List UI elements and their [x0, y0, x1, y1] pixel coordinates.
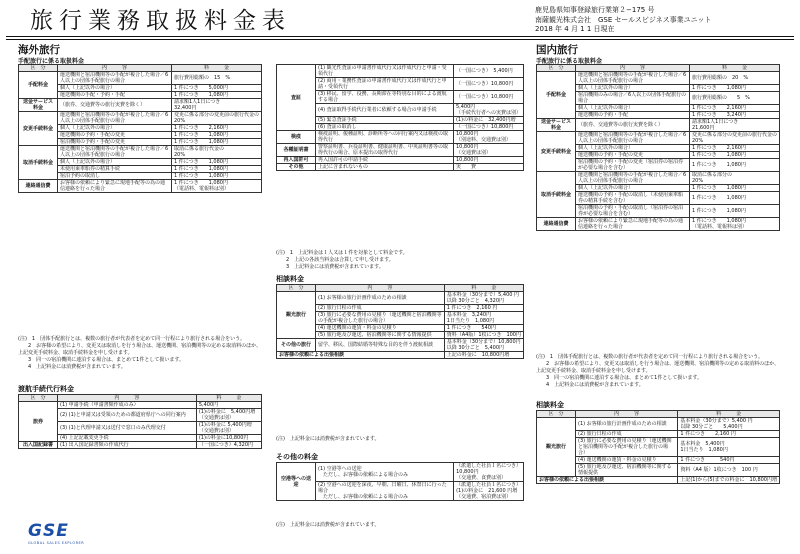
row-category: 連絡通信費	[537, 218, 576, 231]
row-fee: 基本料金（30分まで）10,800円 以降 30分ごと 5,400円	[444, 339, 523, 352]
note-line: 2 お客様の希望により、変更又は取消しを行う場合は、運送機関、宿泊機関等の定める取消料のほか、上記変更手続料金、取消手続料金を申し受けます。	[18, 343, 262, 356]
row-fee: 1 件につき 2,160円	[689, 145, 779, 152]
table-row	[537, 218, 780, 231]
row-content: 運送機関の予約・手配の変更	[576, 152, 690, 159]
row-category: 変更手続料金	[537, 132, 576, 172]
row-content: 個人（上記以外の場合）	[58, 159, 172, 166]
table-row	[19, 72, 262, 85]
row-content: 運送機関と宿泊機関等の手配が複合した場合／6人以上の団体手配旅行の場合	[576, 132, 690, 145]
row-fee: 基本料金 5,400円 1日当たり 1,080円	[678, 438, 780, 457]
row-fee: (1)の料金に10,800円	[196, 435, 261, 442]
domestic-subheading: 手配旅行に係る取扱料金	[536, 58, 603, 65]
row-content: 上記に含まれないもの	[316, 164, 454, 171]
row-category: その他の旅行	[277, 339, 316, 352]
row-category: 手配料金	[537, 72, 576, 119]
note-line: (注) 1 団体手配旅行とは、複数の旅行者が代表者を定めて同一行程により旅行される場合をいう。	[18, 336, 246, 342]
table-row	[19, 402, 262, 409]
row-fee: 1 件につき 1,080円 （電話料、電報料は別）	[689, 218, 779, 231]
row-content: (1) 観光性査証の申請書作成代行又は作成代行と申請・受領代行	[316, 65, 454, 78]
row-content: お客様の依頼により緊急に現地手配等の為の通信連絡を行った場合	[58, 180, 172, 193]
row-content: 再入国許可の申請手続	[316, 157, 454, 164]
visa-fee-table	[276, 64, 524, 171]
overseas-rows	[19, 72, 262, 193]
table-row	[537, 477, 780, 484]
row-category: 連絡通信費	[19, 180, 58, 193]
row-fee: 請求額1人1日につき 32,400円	[171, 99, 261, 112]
row-category: 観光旅行	[537, 418, 576, 477]
row-fee: 取消に係る部分の 20%	[689, 172, 779, 185]
row-fee: 1 件につき 1,080円 （電話料、電報料は別）	[171, 180, 261, 193]
consult-fee-table	[276, 284, 524, 359]
title-rule	[6, 36, 794, 40]
col-category: 区 分	[537, 65, 576, 72]
row-content: (1) お客様の旅行計画作成のための相談	[576, 418, 678, 431]
row-content: 個人（上記以外の場合）	[58, 85, 172, 92]
overseas-notes	[18, 336, 262, 371]
row-category: 手配料金	[19, 72, 58, 99]
row-fee: 1 件につき 2,160 円	[444, 305, 523, 312]
row-content: (2) 旅行日程の作成	[576, 431, 678, 438]
company-name: 南薩観光株式会社 GSE セールスビジネス事業ユニット	[535, 15, 712, 24]
row-content: 警察証明書、兵役証明書、健康証明書、中英証明書等の取得代行の場合、原本提出の取得代行	[316, 144, 454, 157]
row-content: (3) 旅行に必要な費用の見積り（運送機関と宿泊機関等の手配が複合した旅行の場合）	[316, 312, 445, 325]
note-line: 4 上記料金には消費税が含まれています。	[18, 364, 126, 370]
row-category: 空港等への送迎	[277, 463, 316, 501]
page-title: 旅行業務取扱料金表	[30, 8, 291, 34]
row-category: 送金サービス料金	[537, 119, 576, 132]
domestic-notes	[536, 354, 780, 389]
row-fee: 1 件につき 2,160 円	[678, 431, 780, 438]
col-category: 区 分	[19, 65, 58, 72]
row-content: 留学、移民、国際結婚等特殊な目的を伴う渡航相談	[316, 339, 445, 352]
row-fee: 1 件につき 2,160円	[689, 105, 779, 112]
row-fee: 1 件につき 1,080円	[689, 185, 779, 192]
row-fee: 基本料金（30分まで）5,400 円 以降 30分ごと 4,320円	[444, 292, 523, 305]
row-category: 観光旅行	[277, 292, 316, 339]
table-row	[277, 164, 524, 171]
row-fee: 1 件につき 540円	[678, 457, 780, 464]
table-row	[277, 292, 524, 305]
row-fee: 10,800円 （別途料、交通費は別）	[453, 131, 523, 144]
row-content: （旅券、交通費等の旅行実費を除く）	[58, 99, 172, 112]
table-row	[277, 339, 524, 352]
row-content: お客様の依頼により緊急に現地手配等の為の通信連絡を行った場合	[576, 218, 690, 231]
col-content: 内 容	[58, 65, 172, 72]
row-fee: 変更に係る部分の変更前の旅行代金の 20%	[689, 132, 779, 145]
table-row	[19, 442, 262, 449]
row-fee: 旅行費用総額の 15 %	[171, 72, 261, 85]
row-category: 取消手続料金	[19, 146, 58, 180]
row-fee: 旅行費用総額の 5 %	[689, 92, 779, 105]
row-content: 宿泊予約の取消し	[58, 173, 172, 180]
row-fee: （一国につき）4,320円	[196, 442, 261, 449]
domestic-consult-heading: 相談料金	[536, 401, 564, 409]
row-category: 再入国許可	[277, 157, 316, 164]
effective-date: 2018 年 4 月 1 1 日現在	[535, 25, 615, 33]
domestic-consult-rows	[537, 418, 780, 484]
row-category: 各種証明書	[277, 144, 316, 157]
col-fee: 料 金	[444, 285, 523, 292]
gse-logo: GSE GLOBAL SALES EXPLORER	[28, 521, 85, 545]
row-fee: （派遣した社員１名につき） (1)の料金に 21,600 円増 （交通費、宿泊費は別）	[454, 482, 524, 501]
col-content: 内 容	[576, 411, 678, 418]
row-fee: 1 件につき 1,080円	[171, 139, 261, 146]
row-content: (4) 運送機関の運賃・料金の見積り	[316, 325, 445, 332]
row-category: 旅券	[19, 402, 58, 442]
row-content: 運送機関と宿泊機関等の手配が複合した場合／6人以上の団体手配旅行の場合	[58, 146, 172, 159]
row-fee: (1)の料金に 5,400円増 （交通費は別）	[196, 409, 261, 422]
table-row	[277, 463, 524, 482]
row-content: 未使用乗車船券の精算手続	[58, 166, 172, 173]
other-fee-table	[276, 462, 524, 501]
proxy-heading: 渡航手続代行料金	[18, 385, 74, 393]
registration-number: 鹿児島県知事登録旅行業第２−175 号	[535, 6, 655, 14]
proxy-fee-table	[18, 394, 262, 449]
row-fee: 変更に係る部分の変更前の旅行代金の 20%	[171, 112, 261, 125]
row-fee: 請求額1人1日につき 21,600円	[689, 119, 779, 132]
row-content: 運送機関の予約・手配の変更	[58, 132, 172, 139]
col-fee: 料 金	[171, 65, 261, 72]
col-fee: 料 金	[196, 395, 261, 402]
row-category: お客様の依頼による出張相談	[537, 477, 678, 484]
consult-heading: 相談料金	[276, 275, 304, 283]
row-content: (6) 査証の取消し	[316, 124, 454, 131]
row-fee: 5,400円 （手続代行者への実費は別）	[453, 104, 523, 117]
row-fee: 実 費	[453, 164, 523, 171]
row-fee: (1)の料金に 5,400円増 （交通費は別）	[196, 422, 261, 435]
consult-note: (注) 上記料金には消費税が含まれています。	[276, 436, 380, 442]
row-category: 変更手続料金	[19, 112, 58, 146]
row-fee: 1 件につき 5,000円	[171, 85, 261, 92]
note-line: 4 上記料金には消費税が含まれています。	[536, 382, 644, 388]
row-fee: （派遣した社員１名につき） 10,800円 （交通費、食費は別）	[454, 463, 524, 482]
row-fee: 上記の料金に 10,800円増	[444, 352, 523, 359]
table-row	[19, 112, 262, 125]
row-category: 取消手続料金	[537, 172, 576, 218]
row-fee: 1 件につき 1,080円	[171, 92, 261, 99]
row-fee: 1 件につき 1,080円	[689, 192, 779, 205]
visa-notes	[276, 250, 524, 271]
table-row	[19, 146, 262, 159]
row-category: 送金サービス料金	[19, 99, 58, 112]
domestic-rows	[537, 72, 780, 231]
other-heading: その他の料金	[276, 453, 318, 461]
col-content: 内 容	[576, 65, 690, 72]
row-content: 運送機関の予約・手配	[576, 112, 690, 119]
col-category: 区 分	[537, 411, 576, 418]
row-content: 個人（上記以外の場合）	[576, 85, 690, 92]
col-fee: 料 金	[689, 65, 779, 72]
table-row	[19, 180, 262, 193]
row-category: その他	[277, 164, 316, 171]
row-content: 運送機関と宿泊機関等の手配が複合した場合／6人以上の団体手配旅行の場合	[576, 72, 690, 85]
row-fee: 10,800円	[453, 157, 523, 164]
row-content: 宿泊機関の予約・手配の変更（宿泊券の宿泊券が必要な場合を含む）	[576, 159, 690, 172]
overseas-heading: 海外旅行	[18, 44, 60, 56]
note-line: (注) 1 上記料金は１人又は１件を対象として料金です。	[276, 250, 408, 256]
row-content: (4) 運送機関の運賃・料金の見積り	[576, 457, 678, 464]
row-content: (2) 商用・業務性査証の申請書作成代行又は作成代行と申請・受領代行	[316, 78, 454, 91]
row-content: 個人（上記以外の場合）	[58, 125, 172, 132]
row-content: (2) 旅行日程の作成	[316, 305, 445, 312]
row-fee: 基本料金（30分まで）5,400 円 以降 30分ごと 5,400円	[678, 418, 780, 431]
row-content: (2) 空港への送迎を深夜、早朝、日曜日、休祭日に行った場合 ただし、お客様の依頼による場合のみ	[316, 482, 454, 501]
row-fee: 旅行費用総額の 20 %	[689, 72, 779, 85]
row-content: 運送機関と宿泊機関等の手配が複合した場合／6人以上の団体手配旅行の場合	[58, 72, 172, 85]
table-row	[537, 72, 780, 85]
row-fee: (1)の料金に 32,400円増	[453, 117, 523, 124]
row-fee: （一国につき）10,800円	[453, 124, 523, 131]
overseas-fee-table	[18, 64, 262, 193]
row-content: 検疫証明、俊種証明、診断所等への同行案内又は検疫の取得代行	[316, 131, 454, 144]
row-fee: 10,800円 （交通費は別）	[453, 144, 523, 157]
row-content: 個人（上記以外の場合）	[576, 145, 690, 152]
row-fee: 1 件につき 2,160円	[171, 125, 261, 132]
row-fee: （一国につき）10,800円	[453, 78, 523, 91]
consult-rows	[277, 292, 524, 359]
row-content: 運送機関の手配・予約・手配	[58, 92, 172, 99]
row-content: 宿泊機関の予約・手配の取消し（宿泊券の宿泊券が必要な場合を含む）	[576, 205, 690, 218]
row-fee: 1 件につき 1,080円	[689, 85, 779, 92]
domestic-heading: 国内旅行	[536, 44, 578, 56]
row-content: 個人（上記以外の場合）	[576, 105, 690, 112]
row-content: (5) 旅行地及び運送、宿泊機関等に関する情報提供	[576, 464, 678, 477]
visa-rows	[277, 65, 524, 171]
row-content: (2) (1)と申請又は受領のための都道府県庁への同行案内	[58, 409, 197, 422]
row-fee: 1 件につき 1,080円	[689, 205, 779, 218]
row-fee: 資料（A4 版）1枚につき 100 円	[678, 464, 780, 477]
row-content: 運送機関の予約・手配の取消し（未使用乗車船券の精算手続を含む）	[576, 192, 690, 205]
row-fee: （一国につき） 5,400円	[453, 65, 523, 78]
row-content: (1) 出入国記録書類の作成代行	[58, 442, 197, 449]
table-row	[537, 119, 780, 132]
col-category: 区 分	[19, 395, 58, 402]
row-category: 検疫	[277, 131, 316, 144]
row-content: (3) 旅行に必要な費用の見積り（運送機関と宿泊機関等の手配が複合した旅行の場合）	[576, 438, 678, 457]
col-content: 内 容	[316, 285, 445, 292]
row-content: 個人（上記以外の場合）	[576, 185, 690, 192]
row-fee: 取消に係る旅行代金の 20%	[171, 146, 261, 159]
row-content: (1) お客様の旅行計画作成のための相談	[316, 292, 445, 305]
domestic-fee-table	[536, 64, 780, 231]
note-line: 2 上記の各該当料金は合算して申し受けます。	[276, 257, 394, 263]
table-row	[277, 157, 524, 164]
table-row	[277, 65, 524, 78]
table-row	[537, 172, 780, 185]
row-fee: 上記(1)から(5)までの料金に 10,800円増	[678, 477, 780, 484]
col-content: 内 容	[58, 395, 197, 402]
row-fee: （一国につき）10,800円	[453, 91, 523, 104]
row-content: (1) 申請手続（申請書類作成のみ）	[58, 402, 197, 409]
other-note: (注) 上記料金には消費税が含まれています。	[276, 522, 380, 528]
table-row	[277, 131, 524, 144]
row-fee: 1 件につき 1,080円	[171, 173, 261, 180]
row-fee: 5,400円	[196, 402, 261, 409]
col-fee: 料 金	[678, 411, 780, 418]
header-info	[535, 6, 711, 35]
row-fee: 基本料金 3,240円 1日当たり 1,080円	[444, 312, 523, 325]
row-fee: 1 件につき 3,240円	[689, 112, 779, 119]
row-content: 宿泊機関の予約・手配の変更	[58, 139, 172, 146]
row-content: 宿泊機関のみの場合／6人以上の団体手配旅行の場合	[576, 92, 690, 105]
row-fee: 1 件につき 1,080円	[689, 152, 779, 159]
note-line: 3 同一の宿泊機関に連泊する場合は、まとめて1件として扱います。	[536, 375, 702, 381]
row-content: (5) 旅行地及び運送、宿泊機関等に関する情報提供	[316, 332, 445, 339]
row-fee: 1 件につき 1,080円	[171, 132, 261, 139]
note-line: 3 上記料金には消費税が含まれています。	[276, 264, 384, 270]
row-fee: 資料（A4版）1枚につき 100円	[444, 332, 523, 339]
other-rows	[277, 463, 524, 501]
row-content: 運送機関と宿泊機関等の手配が複合した場合／6人以上の団体手配旅行の場合	[58, 112, 172, 125]
row-content: （旅券、交通費等の旅行実費を除く）	[576, 119, 690, 132]
row-content: (4) 上記記載変更手続	[58, 435, 197, 442]
row-fee: 1 件につき 1,080円	[171, 159, 261, 166]
row-content: 運送機関と宿泊機関等の手配が複合した場合／6人以上の団体手配旅行の場合	[576, 172, 690, 185]
table-row	[537, 132, 780, 145]
domestic-consult-table	[536, 410, 780, 484]
row-category: 出入国記録書	[19, 442, 58, 449]
note-line: 2 お客様の希望により、変更又は取消しを行う場合は、運送機関、宿泊機関等の定める取消料のほか、上記変更手続料金、取消手続料金を申し受けます。	[536, 361, 780, 374]
row-content: (1) 空港等への送迎 ただし、お客様の依頼による場合のみ	[316, 463, 454, 482]
row-fee: 1 件につき 540円	[444, 325, 523, 332]
row-content: (4) 査証取得手続代行業者に依頼する場合の申請手続	[316, 104, 454, 117]
note-line: (注) 1 団体手配旅行とは、複数の旅行者が代表者を定めて同一行程により旅行される場合をいう。	[536, 354, 764, 360]
row-content: (3) 移民、留学、役務、長期滞在等特別な目的による渡航する場合	[316, 91, 454, 104]
overseas-subheading: 手配旅行に係る取扱料金	[18, 58, 85, 65]
note-line: 3 同一の宿泊機関に連泊する場合は、まとめて1件として扱います。	[18, 357, 184, 363]
table-row	[277, 352, 524, 359]
table-row	[537, 418, 780, 431]
row-fee: 1 件につき 1,080円	[171, 166, 261, 173]
row-content: (3) (1)と代理申請又は送付で窓口のみ代理交付	[58, 422, 197, 435]
proxy-rows	[19, 402, 262, 449]
row-fee: 1 件につき 1,080円	[689, 159, 779, 172]
table-row	[19, 99, 262, 112]
col-category: 区 分	[277, 285, 316, 292]
table-row	[277, 144, 524, 157]
row-category: 査証	[277, 65, 316, 131]
row-content: (5) 緊急査証手続	[316, 117, 454, 124]
row-category: お客様の依頼による出張相談	[277, 352, 445, 359]
